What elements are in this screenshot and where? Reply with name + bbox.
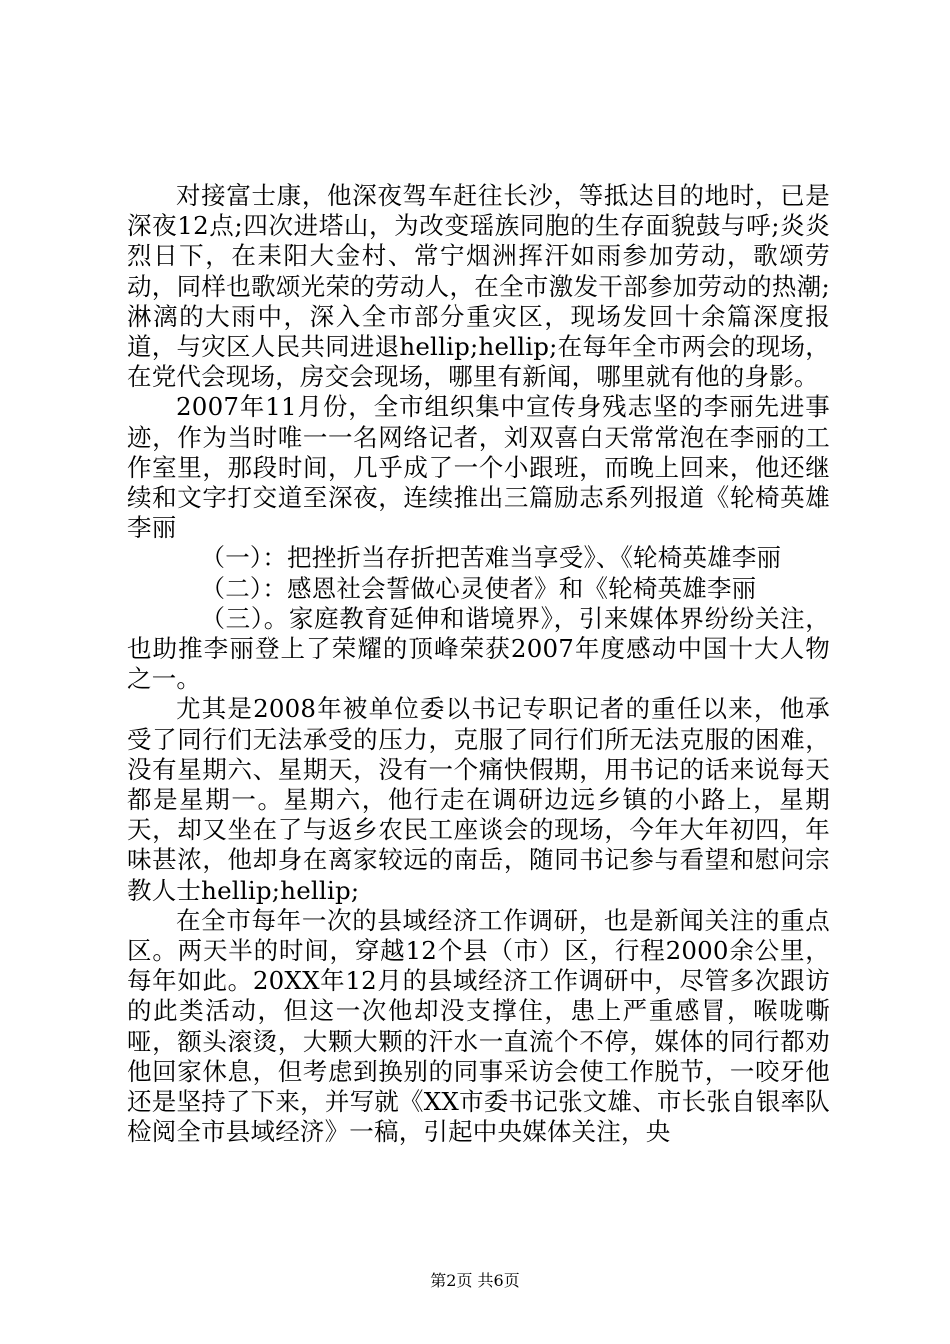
paragraph: 2007年11月份，全市组织集中宣传身残志坚的李丽先进事迹，作为当时唯一一名网络记者，刘双喜白天常常泡在李丽的工作室里，那段时间，几乎成了一个小跟班，而晚上回来，他还继续和文字打交道至深夜，连续推出三篇励志系列报道《轮椅英雄李丽	[127, 392, 830, 543]
page-footer: 第2页 共6页	[430, 1271, 520, 1290]
paragraph: （三）。家庭教育延伸和谐境界》，引来媒体界纷纷关注，也助推李丽登上了荣耀的顶峰荣获2007年度感动中国十大人物之一。	[127, 603, 830, 694]
paragraph: （二）：感恩社会誓做心灵使者》和《轮椅英雄李丽	[200, 573, 757, 603]
paragraph: （一）：把挫折当存折把苦难当享受》、《轮椅英雄李丽	[200, 543, 782, 573]
paragraph: 尤其是2008年被单位委以书记专职记者的重任以来，他承受了同行们无法承受的压力，克服了同行们所无法克服的困难，没有星期六、星期天，没有一个痛快假期，用书记的话来说每天都是星期一。星期六，他行走在调研边远乡镇的小路上，星期天，却又坐在了与返乡农民工座谈会的现场，今年大年初四，年味甚浓，他却身在离家较远的南岳，随同书记参与看望和慰问宗教人士hellip;hellip;	[127, 694, 830, 905]
document-body	[127, 181, 830, 1148]
paragraph: 在全市每年一次的县域经济工作调研，也是新闻关注的重点区。两天半的时间，穿越12个县（市）区，行程2000余公里，每年如此。20XX年12月的县域经济工作调研中，尽管多次跟访的此类活动，但这一次他却没支撑住，患上严重感冒，喉咙嘶哑，额头滚烫，大颗大颗的汗水一直流个不停，媒体的同行都劝他回家休息，但考虑到换别的同事采访会使工作脱节，一咬牙他还是坚持了下来，并写就《XX市委书记张文雄、市长张自银率队检阅全市县域经济》一稿，引起中央媒体关注，央	[127, 905, 830, 1147]
paragraph: 对接富士康，他深夜驾车赶往长沙，等抵达目的地时，已是深夜12点;四次进塔山，为改变瑶族同胞的生存面貌鼓与呼;炎炎烈日下，在耒阳大金村、常宁烟洲挥汗如雨参加劳动，歌颂劳动，同样也歌颂光荣的劳动人，在全市激发干部参加劳动的热潮;淋漓的大雨中，深入全市部分重灾区，现场发回十余篇深度报道，与灾区人民共同进退hellip;hellip;在每年全市两会的现场，在党代会现场，房交会现场，哪里有新闻，哪里就有他的身影。	[127, 181, 830, 392]
